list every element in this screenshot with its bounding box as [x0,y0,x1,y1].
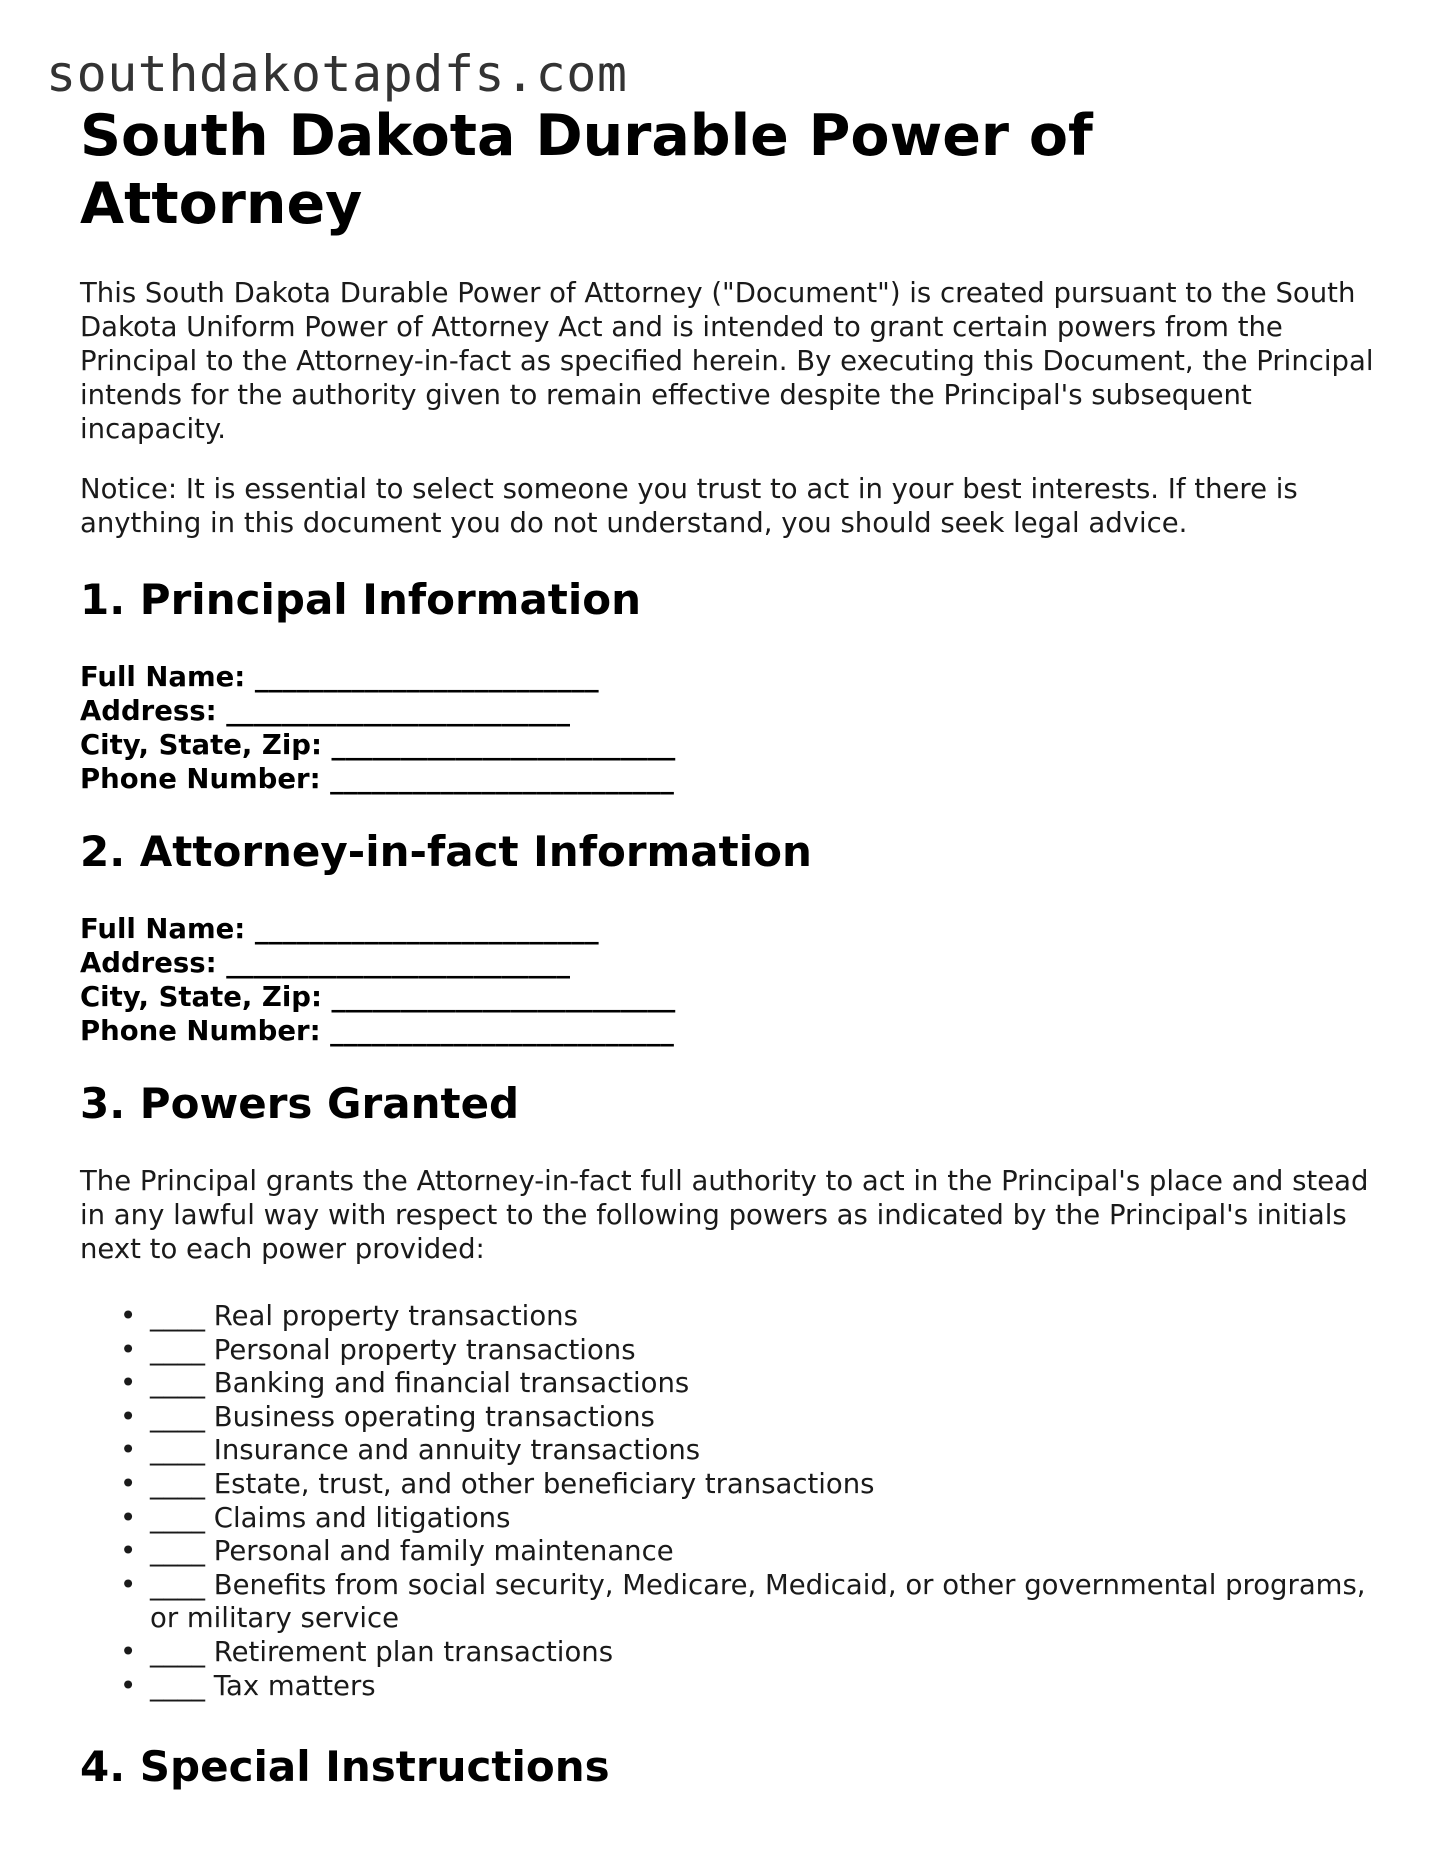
attorney-full-name-field[interactable] [80,912,1380,946]
attorney-info-fields [80,912,1380,1048]
field-label: Address: [80,947,217,979]
power-item-label: ____ Banking and financial transactions [150,1367,690,1400]
power-item-label: ____ Insurance and annuity transactions [150,1434,701,1467]
principal-full-name-field[interactable] [80,660,1380,694]
principal-phone-field[interactable] [80,762,1380,796]
principal-info-heading: 1. Principal Information [80,575,642,624]
attorney-city-state-zip-field[interactable] [80,980,1380,1014]
power-item[interactable] [120,1568,1380,1636]
field-blank[interactable]: _________________________ [254,913,599,945]
powers-granted-heading: 3. Powers Granted [80,1079,520,1128]
bullet-icon: • [120,1467,137,1500]
powers-granted-paragraph: The Principal grants the Attorney-in-fact full authority to act in the Principal's place and stead in any lawful way with respect to the following powers as indicated by the Principal's initials next to each power provided: [80,1165,1369,1265]
power-item-label: ____ Business operating transactions [150,1400,655,1433]
power-item[interactable] [120,1400,1380,1435]
bullet-icon: • [120,1300,137,1332]
principal-city-state-zip-field[interactable] [80,728,1380,762]
power-item[interactable] [120,1300,1380,1334]
bullet-icon: • [120,1501,137,1534]
field-label: Address: [80,695,217,727]
power-item[interactable] [120,1669,1380,1704]
power-item-label: ____ Benefits from social security, Medicare, Medicaid, or other governmental programs, or military service [150,1568,1366,1635]
field-label: City, State, Zip: [80,981,322,1013]
powers-list [80,1300,1380,1703]
power-item[interactable] [120,1501,1380,1536]
site-watermark: southdakotapdfs.com [46,45,628,103]
power-item[interactable] [120,1333,1380,1368]
power-item[interactable] [120,1467,1380,1502]
power-item[interactable] [120,1434,1380,1468]
power-item-label: ____ Claims and litigations [150,1501,511,1534]
power-item-label: ____ Estate, trust, and other beneficiary transactions [150,1467,875,1500]
attorney-info-heading: 2. Attorney-in-fact Information [80,827,812,876]
document-title: South Dakota Durable Power of Attorney [80,103,1093,237]
bullet-icon: • [120,1669,137,1702]
bullet-icon: • [120,1333,137,1366]
field-label: City, State, Zip: [80,729,322,761]
notice-paragraph: Notice: It is essential to select someone you trust to act in your best interests. If there is anything in this document you do not understand, you should seek legal advice. [80,473,1298,539]
document-body [80,102,1380,1793]
field-label: Full Name: [80,661,246,693]
field-label: Full Name: [80,913,246,945]
power-item[interactable] [120,1635,1380,1670]
bullet-icon: • [120,1635,137,1668]
bullet-icon: • [120,1535,137,1568]
power-item[interactable] [120,1535,1380,1569]
field-blank[interactable]: _________________________ [226,695,570,727]
principal-info-fields [80,660,1380,796]
power-item-label: ____ Retirement plan transactions [150,1635,614,1668]
field-blank[interactable]: _________________________ [331,729,676,761]
bullet-icon: • [120,1400,137,1433]
bullet-icon: • [120,1434,137,1467]
power-item-label: ____ Personal property transactions [150,1333,636,1366]
field-blank[interactable]: _________________________ [331,981,676,1013]
bullet-icon: • [120,1568,137,1601]
power-item-label: ____ Tax matters [150,1669,376,1702]
special-instructions-heading: 4. Special Instructions [80,1742,610,1792]
principal-address-field[interactable] [80,694,1380,728]
power-item-label: ____ Personal and family maintenance [150,1535,674,1568]
power-item-label: ____ Real property transactions [150,1300,578,1332]
attorney-phone-field[interactable] [80,1014,1380,1048]
field-blank[interactable]: _________________________ [254,661,599,693]
bullet-icon: • [120,1367,137,1400]
field-label: Phone Number: [80,1015,321,1047]
field-blank[interactable]: _________________________ [330,1015,674,1047]
field-label: Phone Number: [80,763,321,795]
field-blank[interactable]: _________________________ [330,763,674,795]
attorney-address-field[interactable] [80,946,1380,980]
power-item[interactable] [120,1367,1380,1401]
intro-paragraph: This South Dakota Durable Power of Attorney ("Document") is created pursuant to the South Dakota Uniform Power of Attorney Act and is intended to grant certain powers from the Principal to the Attorney-in-fact as specified herein. By executing this Document, the Principal intends for the authority given to remain effective despite the Principal's subsequent incapacity. [80,277,1374,445]
field-blank[interactable]: _________________________ [226,947,570,979]
